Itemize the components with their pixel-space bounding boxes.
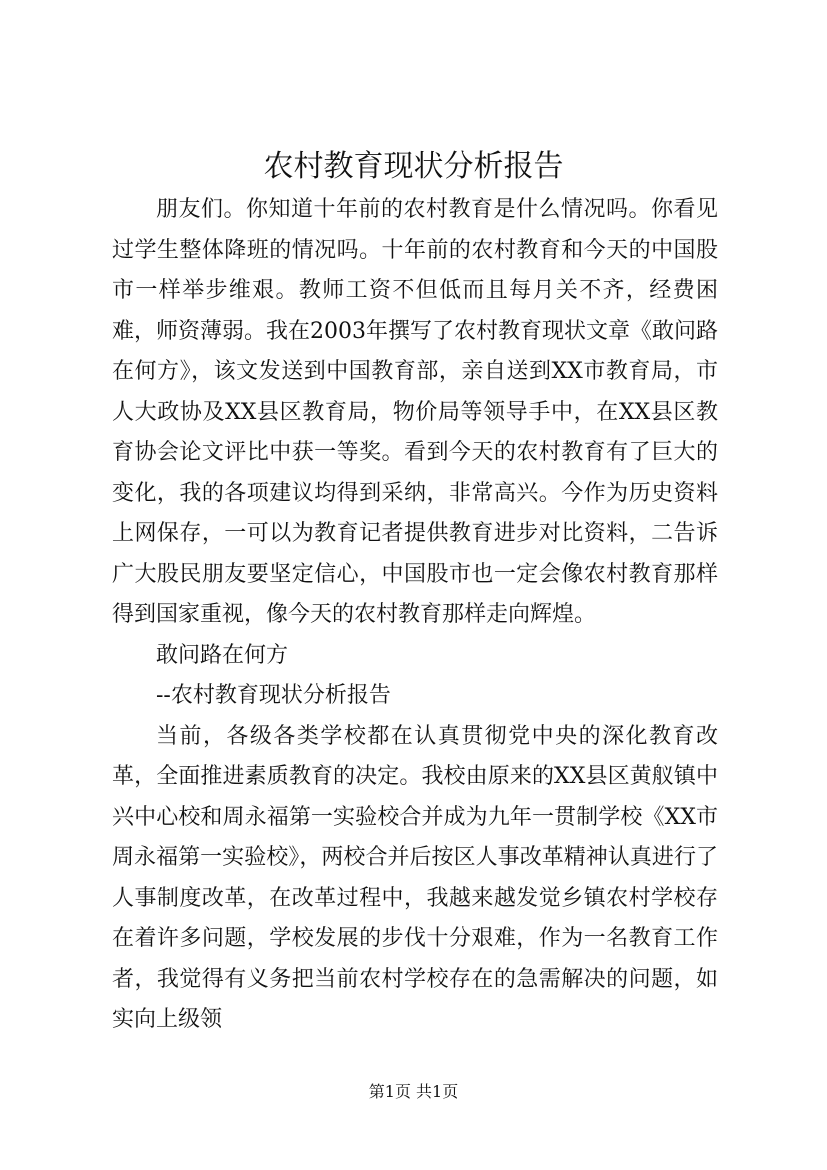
paragraph-intro: 朋友们。你知道十年前的农村教育是什么情况吗。你看见过学生整体降班的情况吗。十年前的农村教育和今天的中国股市一样举步维艰。教师工资不但低而且每月关不齐，经费困难，师资薄弱。我在2003年撰写了农村教育现状文章《敢问路在何方》，该文发送到中国教育部，亲自送到XX市教育局，市人大政协及XX县区教育局，物价局等领导手中，在XX县区教育协会论文评比中获一等奖。看到今天的农村教育有了巨大的变化，我的各项建议均得到采纳，非常高兴。今作为历史资料上网保存，一可以为教育记者提供教育进步对比资料，二告诉广大股民朋友要坚定信心，中国股市也一定会像农村教育那样得到国家重视，像今天的农村教育那样走向辉煌。 (112, 197, 718, 627)
page-footer: 第1页 共1页 (368, 1082, 459, 1101)
paragraph-essay-subtitle: --农村教育现状分析报告 (156, 683, 391, 708)
document-body (112, 190, 718, 1041)
document-title: 农村教育现状分析报告 (263, 149, 564, 184)
paragraph-essay-title: 敢问路在何方 (156, 642, 289, 668)
paragraph-main: 当前，各级各类学校都在认真贯彻党中央的深化教育改革，全面推进素质教育的决定。我校由原来的XX县区黄舣镇中兴中心校和周永福第一实验校合并成为九年一贯制学校《XX市周永福第一实验校》，两校合并后按区人事改革精神认真进行了人事制度改革，在改革过程中，我越来越发觉乡镇农村学校存在着许多问题，学校发展的步伐十分艰难，作为一名教育工作者，我觉得有义务把当前农村学校存在的急需解决的问题，如实向上级领 (112, 723, 718, 1032)
